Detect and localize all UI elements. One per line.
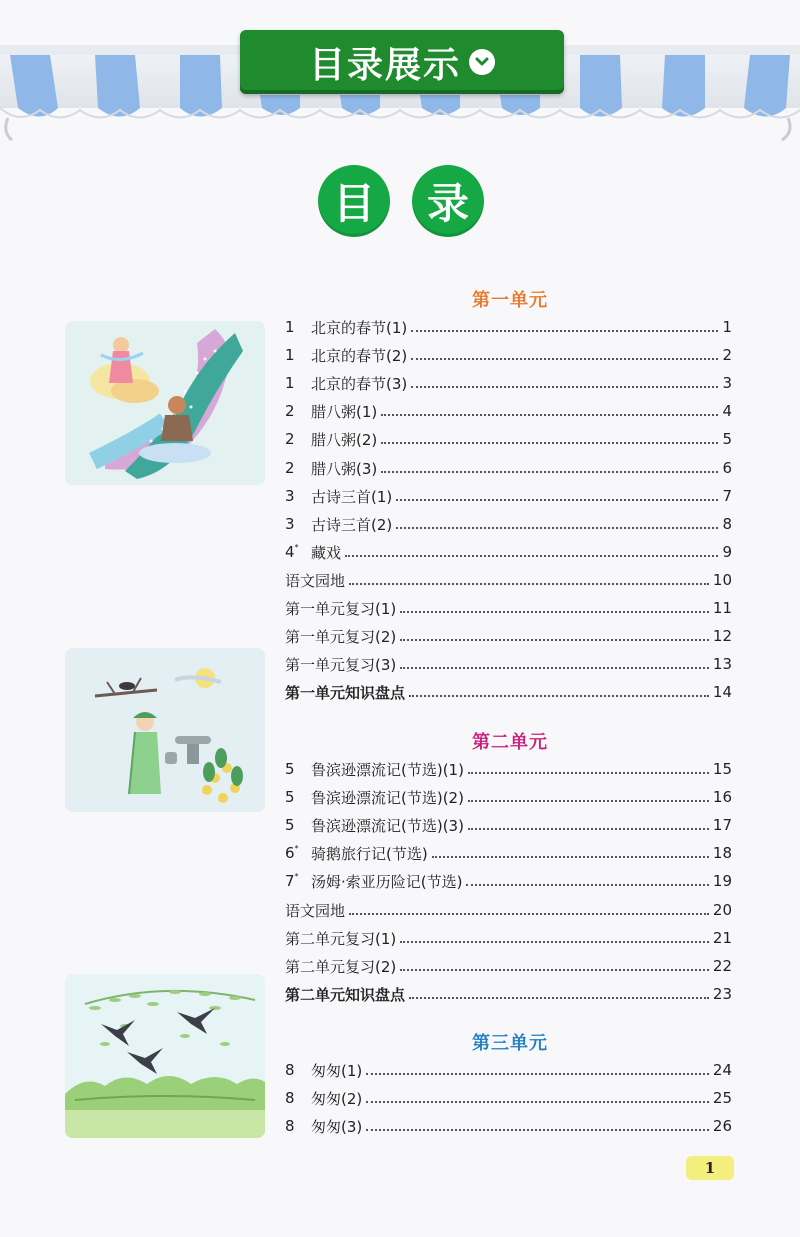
entry-page: 19 — [712, 872, 732, 890]
entry-title: 汤姆·索亚历险记(节选) — [311, 872, 463, 891]
dot-leader — [366, 1127, 709, 1131]
entry-page: 6 — [722, 459, 732, 477]
unit-heading-3: 第三单元 — [472, 1033, 548, 1054]
dot-leader — [411, 384, 718, 388]
toc-entry[interactable] — [285, 1084, 732, 1112]
entry-page: 26 — [712, 1117, 732, 1135]
entry-title: 腊八粥(1) — [311, 402, 378, 421]
dot-leader — [409, 995, 709, 999]
dot-leader — [411, 356, 718, 360]
entry-page: 21 — [712, 929, 732, 947]
dot-leader — [400, 665, 709, 669]
dot-leader — [381, 412, 718, 416]
lesson-number: 5 — [285, 816, 295, 834]
dot-leader — [396, 525, 718, 529]
entry-title: 第二单元复习(2) — [285, 957, 397, 976]
dot-leader — [349, 911, 709, 915]
dot-leader — [432, 854, 709, 858]
dot-leader — [409, 693, 709, 697]
dot-leader — [468, 826, 709, 830]
entry-page: 5 — [722, 430, 732, 448]
toc-entry[interactable] — [285, 482, 732, 510]
dot-leader — [366, 1099, 709, 1103]
entry-page: 8 — [722, 515, 732, 533]
dot-leader — [345, 553, 718, 557]
entry-title: 藏戏 — [311, 543, 342, 562]
toc-entry[interactable] — [285, 425, 732, 453]
toc-entry[interactable] — [285, 952, 732, 980]
entry-page: 20 — [712, 901, 732, 919]
toc-title-char-1: 目 — [318, 165, 390, 237]
lesson-number: 6* — [285, 844, 299, 862]
entry-title: 北京的春节(1) — [311, 318, 408, 337]
lesson-number: 5 — [285, 760, 295, 778]
dot-leader — [381, 440, 718, 444]
toc-entry[interactable] — [285, 538, 732, 566]
toc-entry[interactable] — [285, 369, 732, 397]
toc-entry[interactable] — [285, 678, 732, 706]
dot-leader — [381, 469, 718, 473]
header-banner — [240, 30, 564, 94]
optional-lesson-mark: * — [294, 543, 299, 552]
lesson-number: 3 — [285, 515, 295, 533]
toc-entry[interactable] — [285, 839, 732, 867]
toc-entry[interactable] — [285, 622, 732, 650]
entry-title: 匆匆(1) — [311, 1061, 363, 1080]
toc-entry[interactable] — [285, 566, 732, 594]
dot-leader — [400, 609, 709, 613]
lesson-number: 8 — [285, 1061, 295, 1079]
entry-page: 4 — [722, 402, 732, 420]
lesson-number: 8 — [285, 1089, 295, 1107]
entry-page: 25 — [712, 1089, 732, 1107]
toc-entry[interactable] — [285, 783, 732, 811]
lesson-number: 5 — [285, 788, 295, 806]
lesson-number: 2 — [285, 459, 295, 477]
dot-leader — [349, 581, 709, 585]
toc-entry[interactable] — [285, 341, 732, 369]
entry-page: 11 — [712, 599, 732, 617]
entry-title: 第一单元复习(2) — [285, 627, 397, 646]
entry-title: 第一单元知识盘点 — [285, 683, 406, 702]
unit-heading-2: 第二单元 — [472, 732, 548, 753]
entry-page: 2 — [722, 346, 732, 364]
entry-title: 鲁滨逊漂流记(节选)(1) — [311, 760, 464, 779]
entry-title: 第二单元知识盘点 — [285, 985, 406, 1004]
entry-title: 鲁滨逊漂流记(节选)(2) — [311, 788, 464, 807]
dot-leader — [396, 497, 718, 501]
entry-title: 语文园地 — [285, 901, 346, 920]
entry-page: 9 — [722, 543, 732, 561]
entry-page: 3 — [722, 374, 732, 392]
entry-title: 第一单元复习(1) — [285, 599, 397, 618]
dot-leader — [400, 939, 709, 943]
toc-entry[interactable] — [285, 454, 732, 482]
entry-title: 北京的春节(3) — [311, 374, 408, 393]
toc-entry[interactable] — [285, 313, 732, 341]
entry-page: 23 — [712, 985, 732, 1003]
lesson-number: 8 — [285, 1117, 295, 1135]
chevron-down-icon — [469, 49, 495, 75]
lesson-number: 7* — [285, 872, 299, 890]
dot-leader — [400, 637, 709, 641]
dot-leader — [468, 770, 709, 774]
dot-leader — [366, 1071, 709, 1075]
lesson-number: 2 — [285, 402, 295, 420]
entry-title: 第二单元复习(1) — [285, 929, 397, 948]
entry-page: 14 — [712, 683, 732, 701]
entry-title: 语文园地 — [285, 571, 346, 590]
entry-title: 腊八粥(2) — [311, 430, 378, 449]
entry-page: 12 — [712, 627, 732, 645]
toc-entry[interactable] — [285, 1056, 732, 1084]
unit-heading-1: 第一单元 — [472, 290, 548, 311]
lesson-number: 1 — [285, 346, 295, 364]
toc-entry[interactable] — [285, 397, 732, 425]
entry-page: 13 — [712, 655, 732, 673]
entry-title: 骑鹅旅行记(节选) — [311, 844, 428, 863]
entry-page: 10 — [712, 571, 732, 589]
toc-entry[interactable] — [285, 755, 732, 783]
entry-page: 24 — [712, 1061, 732, 1079]
dot-leader — [411, 328, 718, 332]
page-number: 1 — [686, 1156, 734, 1180]
lesson-number: 2 — [285, 430, 295, 448]
toc-entry[interactable] — [285, 594, 732, 622]
toc-title — [318, 165, 488, 237]
entry-title: 匆匆(3) — [311, 1117, 363, 1136]
lesson-number: 4* — [285, 543, 299, 561]
entry-title: 古诗三首(2) — [311, 515, 393, 534]
lesson-number: 3 — [285, 487, 295, 505]
lesson-number: 1 — [285, 374, 295, 392]
dot-leader — [400, 967, 709, 971]
toc-entry[interactable] — [285, 510, 732, 538]
dot-leader — [466, 882, 708, 886]
banner-title: 目录展示 — [308, 44, 461, 86]
toc-entry[interactable] — [285, 980, 732, 1008]
entry-page: 17 — [712, 816, 732, 834]
entry-title: 北京的春节(2) — [311, 346, 408, 365]
entry-title: 匆匆(2) — [311, 1089, 363, 1108]
entry-page: 1 — [722, 318, 732, 336]
toc-title-char-2: 录 — [412, 165, 484, 237]
illustration-fairy-river — [65, 321, 265, 485]
entry-page: 15 — [712, 760, 732, 778]
illustration-swallows-willow — [65, 974, 265, 1138]
lesson-number: 1 — [285, 318, 295, 336]
optional-lesson-mark: * — [294, 872, 299, 881]
entry-title: 古诗三首(1) — [311, 487, 393, 506]
toc-entry[interactable] — [285, 650, 732, 678]
toc-entry[interactable] — [285, 867, 732, 895]
entry-page: 22 — [712, 957, 732, 975]
dot-leader — [468, 798, 709, 802]
toc-entry[interactable] — [285, 1112, 732, 1140]
optional-lesson-mark: * — [294, 844, 299, 853]
toc-entry[interactable] — [285, 924, 732, 952]
entry-page: 18 — [712, 844, 732, 862]
toc-entry[interactable] — [285, 811, 732, 839]
entry-title: 鲁滨逊漂流记(节选)(3) — [311, 816, 464, 835]
toc-entry[interactable] — [285, 896, 732, 924]
entry-page: 7 — [722, 487, 732, 505]
entry-title: 腊八粥(3) — [311, 459, 378, 478]
entry-page: 16 — [712, 788, 732, 806]
entry-title: 第一单元复习(3) — [285, 655, 397, 674]
